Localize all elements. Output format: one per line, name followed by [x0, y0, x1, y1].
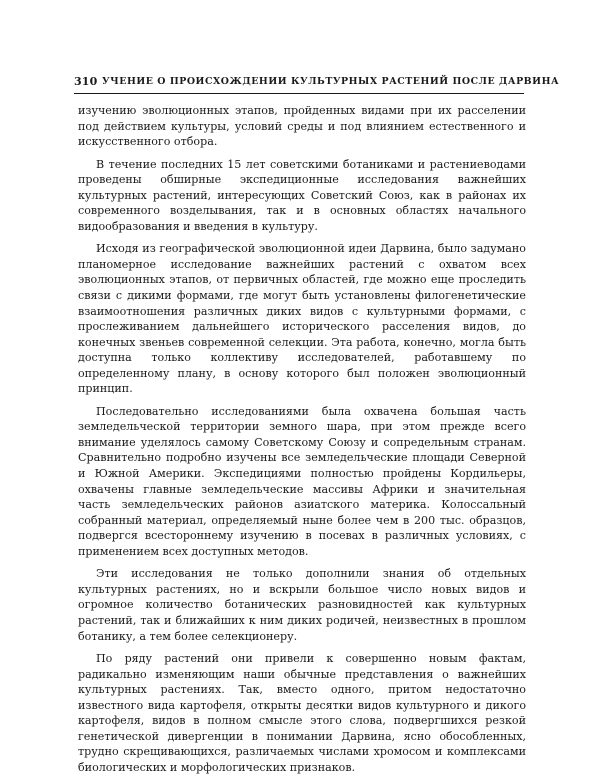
- body-text: [78, 103, 526, 782]
- page-header: [74, 75, 560, 91]
- paragraph-6: По ряду растений они привели к совершенно новым фактам, радикально изменяющим наши обычные представления о важнейших культурных растениях. Так, вместо одного, притом недостаточно известного вида картофеля, открыты десятки видов культурного и дикого картофеля, видов в полном смысле этого слова, подвергшихся резкой генетической дивергенции в понимании Дарвина, ясно обособленных, трудно скрещивающихся, различаемых числами хромосом и комплексами биологических и морфологических признаков.: [78, 652, 526, 774]
- paragraph-1: изучению эволюционных этапов, пройденных видами при их расселении под действием культуры, условий среды и под влиянием естественного и искусственного отбора.: [78, 104, 526, 149]
- paragraph-5: Эти исследования не только дополнили знания об отдельных культурных растениях, но и вскрыли большое число новых видов и огромное количество ботанических разновидностей как культурных растений, так и ближайших к ним диких родичей, неизвестных в прошлом ботанику, а тем более селекционеру.: [78, 567, 526, 643]
- paragraph-3: Исходя из географической эволюционной идеи Дарвина, было задумано планомерное исследование важнейших растений с охватом всех эволюционных этапов, от первичных областей, где можно еще проследить связи с дикими формами, где могут быть установлены филогенетические взаимоотношения различных диких видов с культурными формами, с прослеживанием дальнейшего исторического расселения видов, до конечных звеньев современной селекции. Эта работа, конечно, могла быть доступна только коллективу исследователей, работавшему по определенному плану, в основу которого был положен эволюционный принцип.: [78, 242, 526, 396]
- running-title: УЧЕНИЕ О ПРОИСХОЖДЕНИИ КУЛЬТУРНЫХ РАСТЕНИЙ ПОСЛЕ ДАРВИНА: [102, 76, 560, 87]
- paragraph-2: В течение последних 15 лет советскими ботаниками и растениеводами проведены обширные экспедиционные исследования важнейших культурных растений, интересующих Советский Союз, как в районах их современного возделывания, так и в основных областях начального видообразования и введения в культуру.: [78, 157, 526, 233]
- header-divider: [74, 93, 524, 94]
- page-number: 310: [74, 75, 98, 88]
- paragraph-4: Последовательно исследованиями была охвачена большая часть земледельческой территории земного шара, при этом прежде всего внимание уделялось самому Советскому Союзу и сопредельным странам. Сравнительно подробно изучены все земледельческие площади Северной и Южной Америки. Экспедициями полностью пройдены Кордильеры, охвачены главные земледельческие массивы Африки и значительная часть земледельческих районов азиатского материка. Колоссальный собранный материал, определяемый ныне более чем в 200 тыс. образцов, подвергся всестороннему изучению в посевах в различных условиях, с применением всех доступных методов.: [78, 404, 526, 558]
